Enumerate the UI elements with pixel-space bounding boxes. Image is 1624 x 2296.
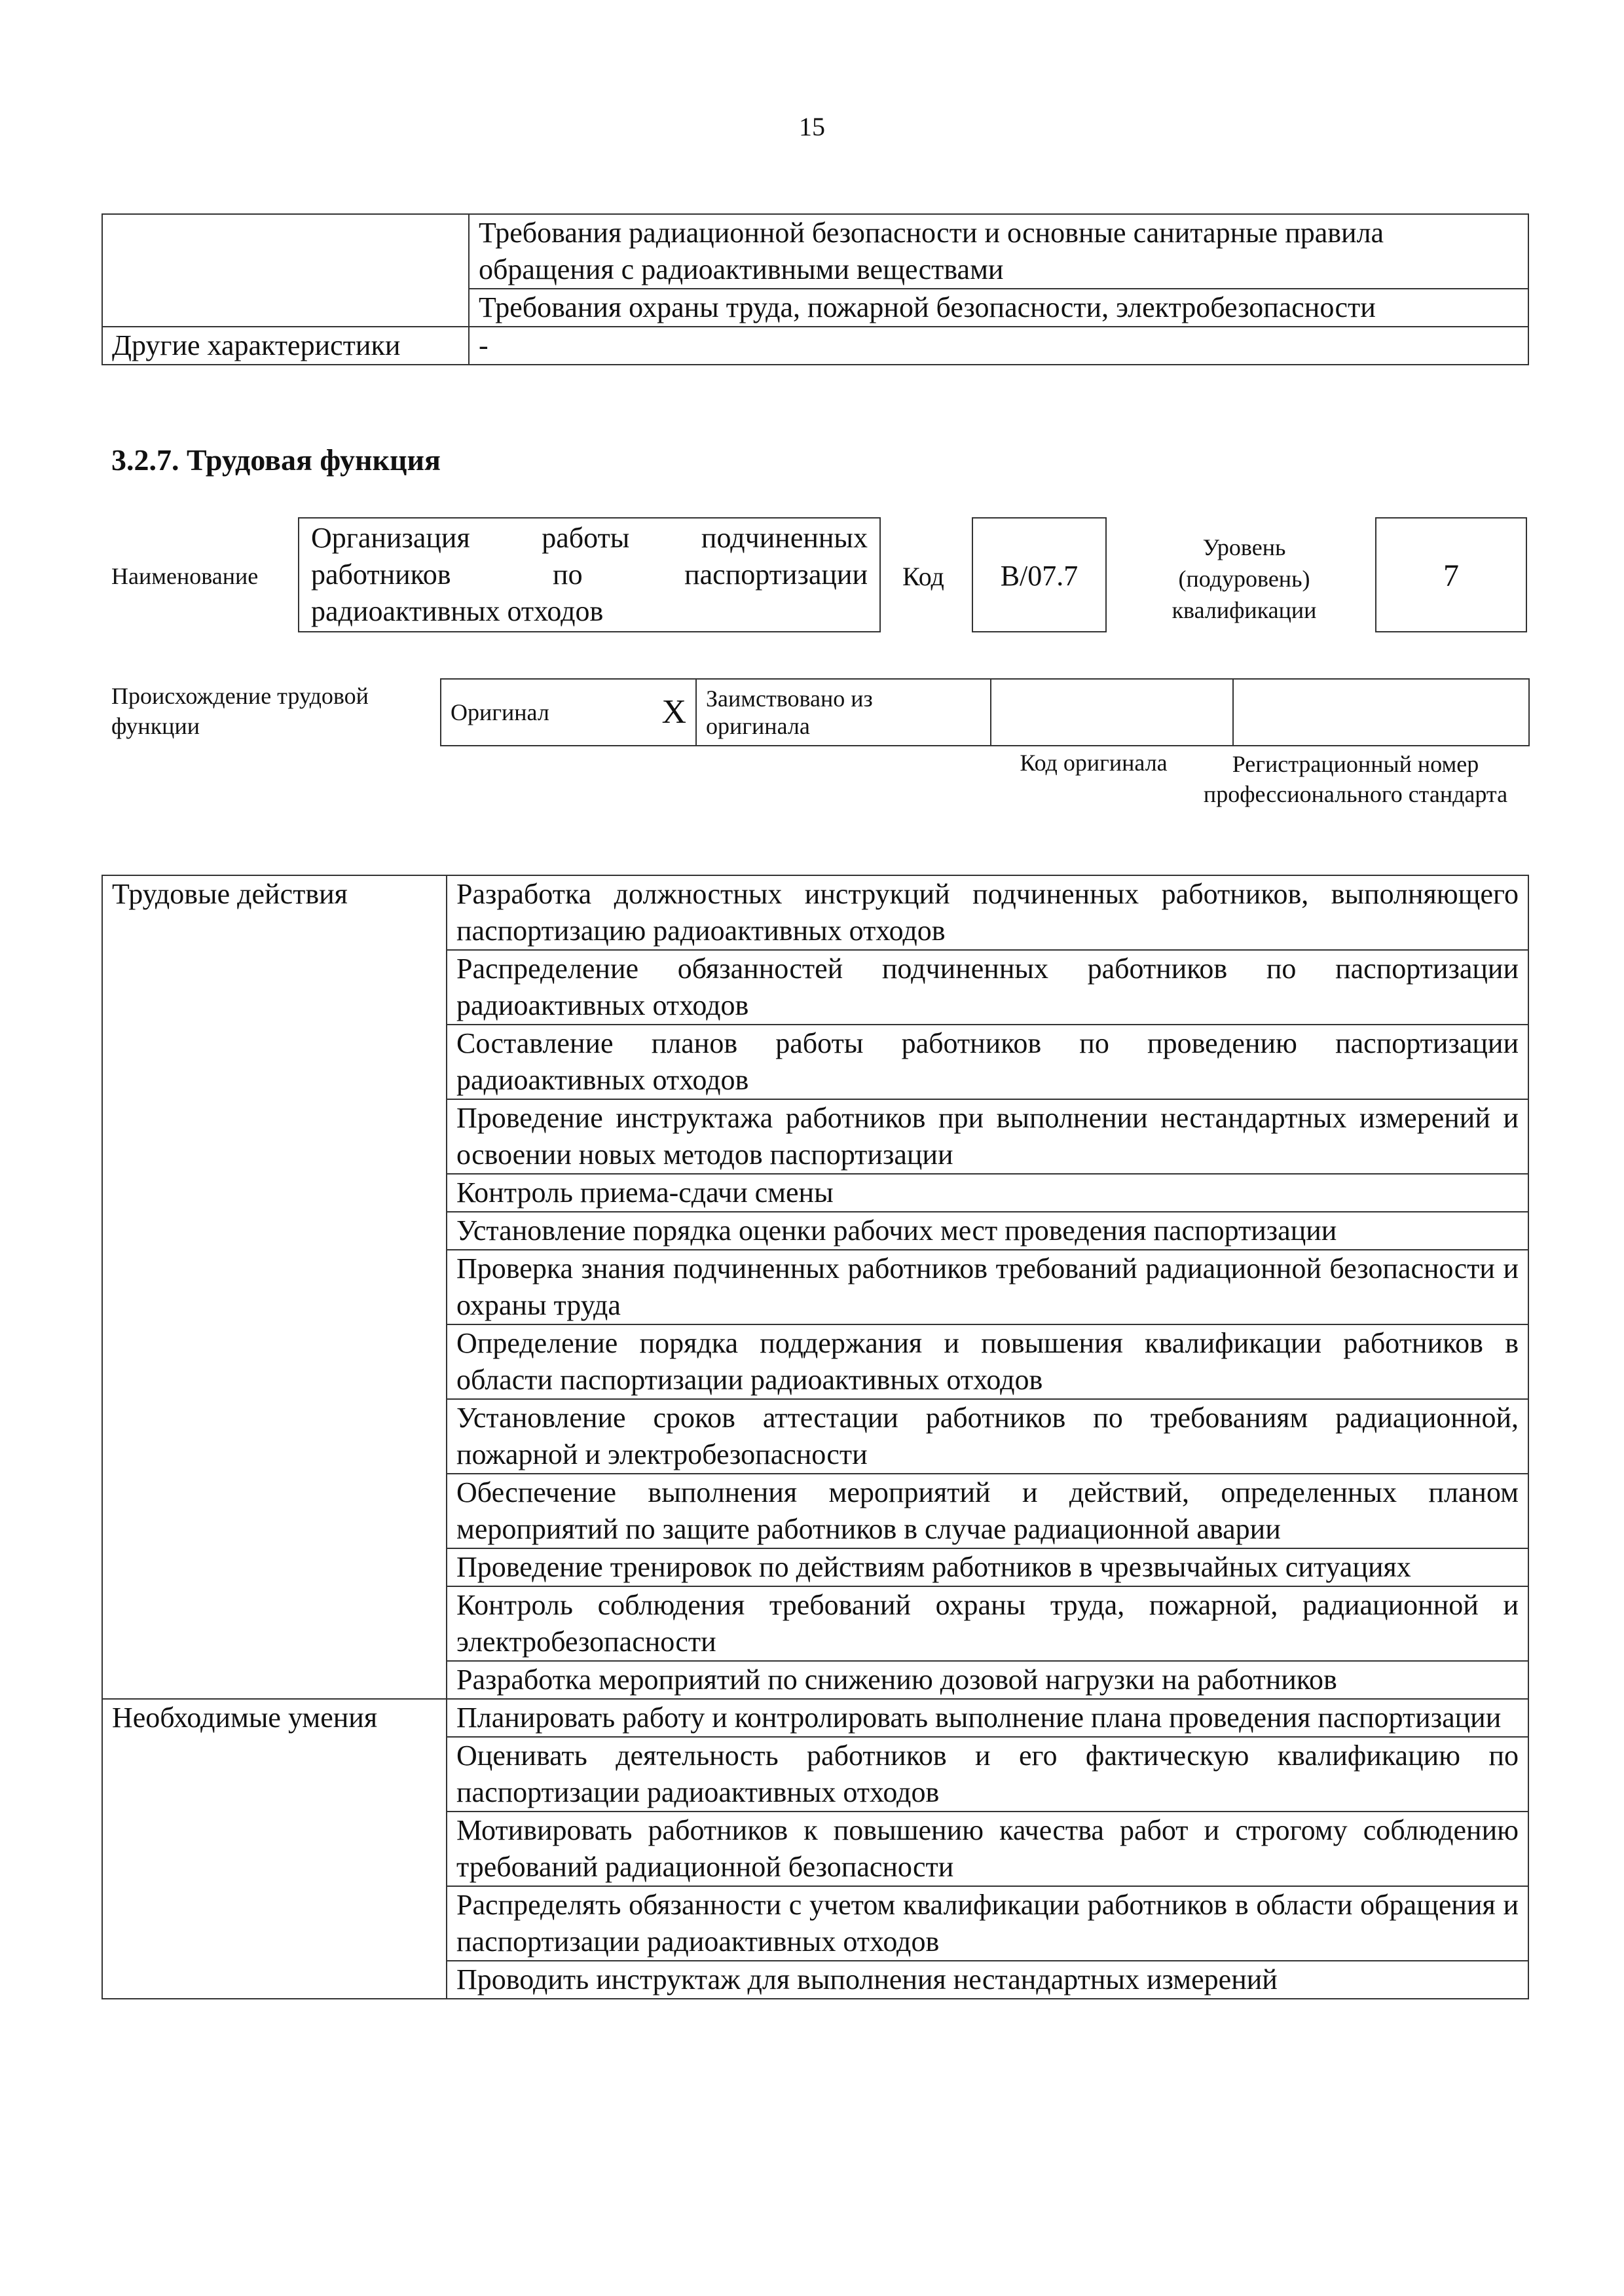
section-heading: 3.2.7. Трудовая функция xyxy=(111,443,441,477)
labor-action-item: Обеспечение выполнения мероприятий и действий, определенных планом мероприятий по защите работников в случае радиационной аварии xyxy=(447,1474,1528,1548)
table-row xyxy=(441,679,1529,746)
page-number: 15 xyxy=(799,112,825,141)
origin-table xyxy=(440,678,1530,746)
labor-function-table xyxy=(101,875,1529,1999)
code-value: B/07.7 xyxy=(972,517,1107,632)
labor-action-item: Установление сроков аттестации работников по требованиям радиационной, пожарной и электробезопасности xyxy=(447,1399,1528,1474)
name-label: Наименование xyxy=(111,563,259,589)
original-cell xyxy=(441,679,696,746)
skill-item: Планировать работу и контролировать выполнение плана проведения паспортизации xyxy=(447,1699,1528,1737)
table-cell: - xyxy=(469,327,1528,365)
labor-action-item: Разработка мероприятий по снижению дозовой нагрузки на работников xyxy=(447,1661,1528,1699)
level-label-line: Уровень xyxy=(1202,534,1286,560)
labor-action-item: Определение порядка поддержания и повышения квалификации работников в области паспортизации радиоактивных отходов xyxy=(447,1324,1528,1399)
skill-item: Проводить инструктаж для выполнения нестандартных измерений xyxy=(447,1961,1528,1999)
skill-item: Мотивировать работников к повышению качества работ и строгому соблюдению требований радиационной безопасности xyxy=(447,1812,1528,1886)
labor-action-item: Контроль приема-сдачи смены xyxy=(447,1174,1528,1212)
skill-item: Оценивать деятельность работников и его фактическую квалификацию по паспортизации радиоактивных отходов xyxy=(447,1737,1528,1812)
table-row xyxy=(102,1699,1528,1737)
labor-action-item: Контроль соблюдения требований охраны труда, пожарной, радиационной и электробезопасности xyxy=(447,1586,1528,1661)
labor-action-item: Разработка должностных инструкций подчиненных работников, выполняющего паспортизацию радиоактивных отходов xyxy=(447,875,1528,950)
function-name-line: Организация работы подчиненных xyxy=(311,522,868,554)
original-mark: X xyxy=(661,693,686,731)
labor-action-item: Проведение инструктажа работников при выполнении нестандартных измерений и освоении новых методов паспортизации xyxy=(447,1099,1528,1174)
required-skills-label: Необходимые умения xyxy=(102,1699,447,1999)
code-original-caption: Код оригинала xyxy=(1020,750,1168,776)
labor-action-item: Составление планов работы работников по проведению паспортизации радиоактивных отходов xyxy=(447,1025,1528,1099)
level-label-line: (подуровень) xyxy=(1178,566,1310,592)
labor-action-item: Проверка знания подчиненных работников требований радиационной безопасности и охраны труда xyxy=(447,1250,1528,1324)
other-characteristics-label: Другие характеристики xyxy=(102,327,469,365)
table-row xyxy=(102,875,1528,950)
function-name-line: радиоактивных отходов xyxy=(311,595,604,627)
level-value: 7 xyxy=(1375,517,1527,632)
function-name-line: работников по паспортизации xyxy=(311,558,868,591)
code-label: Код xyxy=(902,562,944,591)
borrowed-label: Заимствовано из оригинала xyxy=(696,679,991,746)
table-cell: Требования охраны труда, пожарной безопасности, электробезопасности xyxy=(469,289,1528,327)
skill-item: Распределять обязанности с учетом квалификации работников в области обращения и паспортизации радиоактивных отходов xyxy=(447,1886,1528,1961)
table-row xyxy=(102,327,1528,365)
labor-action-item: Проведение тренировок по действиям работников в чрезвычайных ситуациях xyxy=(447,1548,1528,1586)
labor-action-item: Распределение обязанностей подчиненных работников по паспортизации радиоактивных отходов xyxy=(447,950,1528,1025)
reg-number-cell xyxy=(1233,679,1529,746)
labor-actions-label: Трудовые действия xyxy=(102,875,447,1699)
reg-number-caption: Регистрационный номер профессионального стандарта xyxy=(1203,751,1508,807)
continuation-table xyxy=(101,213,1529,365)
origin-label: Происхождение трудовой функции xyxy=(111,683,369,739)
original-label: Оригинал xyxy=(451,699,549,725)
table-row xyxy=(102,214,1528,289)
level-label xyxy=(1133,532,1356,626)
table-cell: Требования радиационной безопасности и основные санитарные правила обращения с радиоактивными веществами xyxy=(469,214,1528,289)
level-label-line: квалификации xyxy=(1172,597,1317,623)
function-name-box xyxy=(298,517,881,632)
code-original-cell xyxy=(991,679,1233,746)
table-cell-empty xyxy=(102,214,469,327)
labor-action-item: Установление порядка оценки рабочих мест проведения паспортизации xyxy=(447,1212,1528,1250)
